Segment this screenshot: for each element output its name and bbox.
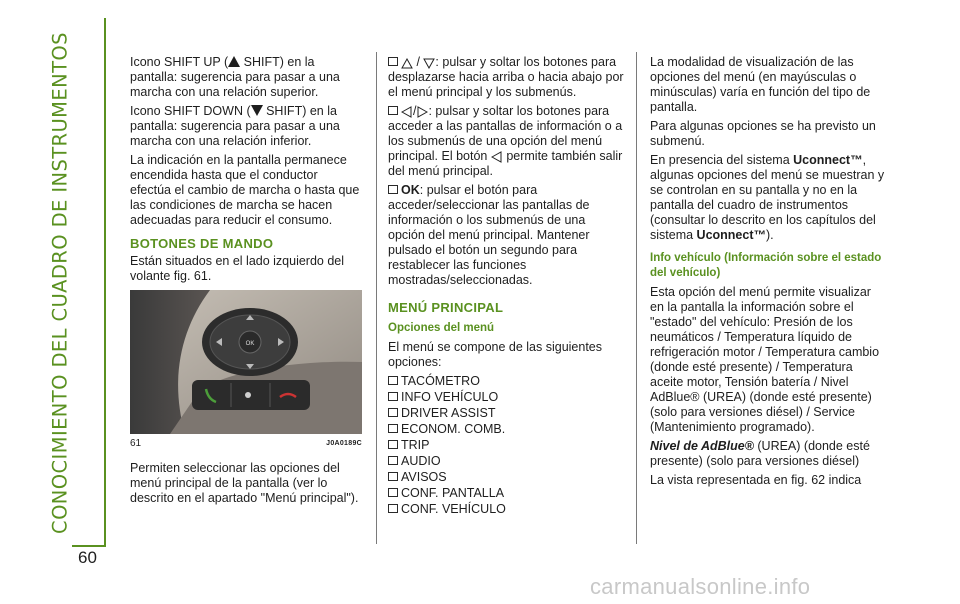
bullet-square-icon [388, 504, 398, 513]
chapter-title-text: CONOCIMIENTO DEL CUADRO DE INSTRUMENTOS [48, 32, 72, 535]
menu-item-label: TACÓMETRO [401, 374, 480, 388]
left-arrow-outline-icon [401, 106, 413, 118]
shift-down-arrow-icon [251, 105, 263, 116]
up-arrow-outline-icon [401, 58, 413, 69]
right-arrow-outline-icon [416, 106, 428, 118]
leftright-buttons-paragraph [388, 104, 624, 179]
bullet-square-icon [388, 488, 398, 497]
bullet-square-icon [388, 408, 398, 417]
menu-item-label: ECONOM. COMB. [401, 422, 506, 436]
updown-sep: / [413, 55, 424, 69]
menu-intro: El menú se compone de las siguientes opciones: [388, 340, 603, 369]
list-item [388, 486, 624, 501]
bullet-square-icon [388, 392, 398, 401]
sidebar-rule [104, 18, 106, 545]
figure-caption [130, 436, 362, 451]
menu-item-label: INFO VEHÍCULO [401, 390, 499, 404]
shift-down-paragraph [130, 104, 362, 149]
shift-up-paragraph [130, 55, 362, 100]
bullet-square-icon [388, 456, 398, 465]
shift-up-text-a: Icono SHIFT UP ( [130, 55, 229, 69]
page-number-rule [72, 545, 106, 547]
allow-paragraph: Permiten seleccionar las opciones del menú principal de la pantalla (ver lo descrito en el apartado "Menú principal"). [130, 461, 359, 505]
bullet-square-icon [388, 376, 398, 385]
menu-item-label: AVISOS [401, 470, 447, 484]
adblue-text: (UREA) (donde esté presente) (solo para versiones diésel) [650, 439, 870, 468]
page-number: 60 [78, 548, 97, 567]
list-item [388, 422, 624, 437]
list-item [388, 390, 624, 405]
shift-up-arrow-icon [228, 56, 240, 67]
steering-wheel-photo [130, 290, 362, 434]
ok-button-paragraph [388, 183, 624, 288]
figure-number: 61 [130, 438, 142, 449]
chapter-title-vertical [6, 0, 114, 545]
menu-item-label: DRIVER ASSIST [401, 406, 496, 420]
list-item [388, 374, 624, 389]
menu-item-label: TRIP [401, 438, 430, 452]
list-item [388, 502, 624, 517]
column-2 [388, 55, 624, 518]
uconnect-brand: Uconnect™ [793, 153, 863, 167]
column-1 [130, 55, 362, 510]
menu-item-label: CONF. PANTALLA [401, 486, 505, 500]
updown-text: : pulsar y soltar los botones para desplazarse hacia arriba o hacia abajo por el menú principal y los submenús. [388, 55, 624, 99]
menu-item-label: CONF. VEHÍCULO [401, 502, 506, 516]
uconnect-brand-2: Uconnect™ [696, 228, 766, 242]
list-item [388, 454, 624, 469]
menu-options-list [388, 374, 624, 517]
watermark: carmanualsonline.info [590, 574, 811, 599]
leftright-text2: permite también salir del menú principal. [388, 149, 623, 178]
ok-label: OK [401, 183, 420, 197]
leftright-text: : pulsar y soltar los botones para acceder a las pantallas de información o a los submenús de una opción del menú principal. El botón [388, 104, 623, 163]
column-3 [650, 55, 886, 492]
column-separator-2 [636, 52, 637, 544]
list-item [388, 470, 624, 485]
paragraph-submenu: Para algunas opciones se ha previsto un submenú. [650, 119, 876, 148]
bullet-square-icon [388, 57, 398, 66]
figure-code: J0A0189C [326, 440, 362, 447]
paragraph-vista: La vista representada en fig. 62 indica [650, 473, 862, 487]
list-item [388, 438, 624, 453]
shift-down-text-b: SHIFT) en la pantalla: sugerencia para pasar a una marcha con una relación inferior. [130, 104, 340, 148]
paragraph-uconnect [650, 153, 886, 243]
uconnect-text-b: , algunas opciones del menú se muestran y se controlan en su pantalla y no en la pantalla del cuadro de instrumentos (consultar lo descrito en los capítulos del sistema [650, 153, 885, 242]
paragraph-info-vehiculo: Esta opción del menú permite visualizar en la pantalla la información sobre el "estado" del vehículo: Presión de los neumáticos / Temperatura líquido de refrigeración motor / Temperatura cambio (donde esté presente) / Temperatura aceite motor, Tensión batería / Nivel AdBlue® (UREA) (donde esté presente) (solo para versiones diésel) / Service (Mantenimiento programado). [650, 285, 880, 434]
shift-up-text-b: SHIFT) en la pantalla: sugerencia para pasar a una marcha con una relación superior. [130, 55, 340, 99]
bullet-square-icon [388, 472, 398, 481]
located-paragraph: Están situados en el lado izquierdo del volante fig. 61. [130, 254, 345, 283]
steering-wheel-illustration [130, 290, 362, 434]
bullet-square-icon [388, 424, 398, 433]
subheading-info-vehiculo: Info vehículo (Información sobre el estado del vehículo) [650, 252, 882, 279]
bullet-square-icon [388, 185, 398, 194]
paragraph-adblue [650, 439, 886, 469]
column-separator-1 [376, 52, 377, 544]
bullet-square-icon [388, 440, 398, 449]
adblue-term: Nivel de AdBlue® [650, 439, 754, 453]
section-heading-menu-principal: MENÚ PRINCIPAL [388, 300, 504, 315]
section-heading-botones: BOTONES DE MANDO [130, 236, 274, 251]
leftright-sep: / [413, 104, 417, 118]
list-item [388, 406, 624, 421]
down-arrow-outline-icon [423, 58, 435, 69]
subheading-opciones: Opciones del menú [388, 322, 495, 334]
menu-item-label: AUDIO [401, 454, 441, 468]
uconnect-text-a: En presencia del sistema [650, 153, 794, 167]
ok-button-label: OK [245, 341, 255, 347]
ok-text: : pulsar el botón para acceder/seleccionar las pantallas de información o los submenús de una opción del menú principal. Mantener pulsado el botón un segundo para restablecer las funciones mostradas/seleccionadas. [388, 183, 590, 287]
left-arrow-outline-icon [491, 151, 503, 163]
indication-paragraph: La indicación en la pantalla permanece encendida hasta que el conductor efectúa el cambio de marcha o hasta que las condiciones de marcha se hacen adecuadas para reducir el consumo. [130, 153, 360, 227]
bullet-square-icon [388, 106, 398, 115]
shift-down-text-a: Icono SHIFT DOWN ( [130, 104, 251, 118]
uconnect-text-c: ). [766, 228, 774, 242]
updown-buttons-paragraph [388, 55, 624, 100]
paragraph-modalidad: La modalidad de visualización de las opciones del menú (en mayúsculas o minúsculas) varía en función del tipo de pantalla. [650, 55, 871, 114]
